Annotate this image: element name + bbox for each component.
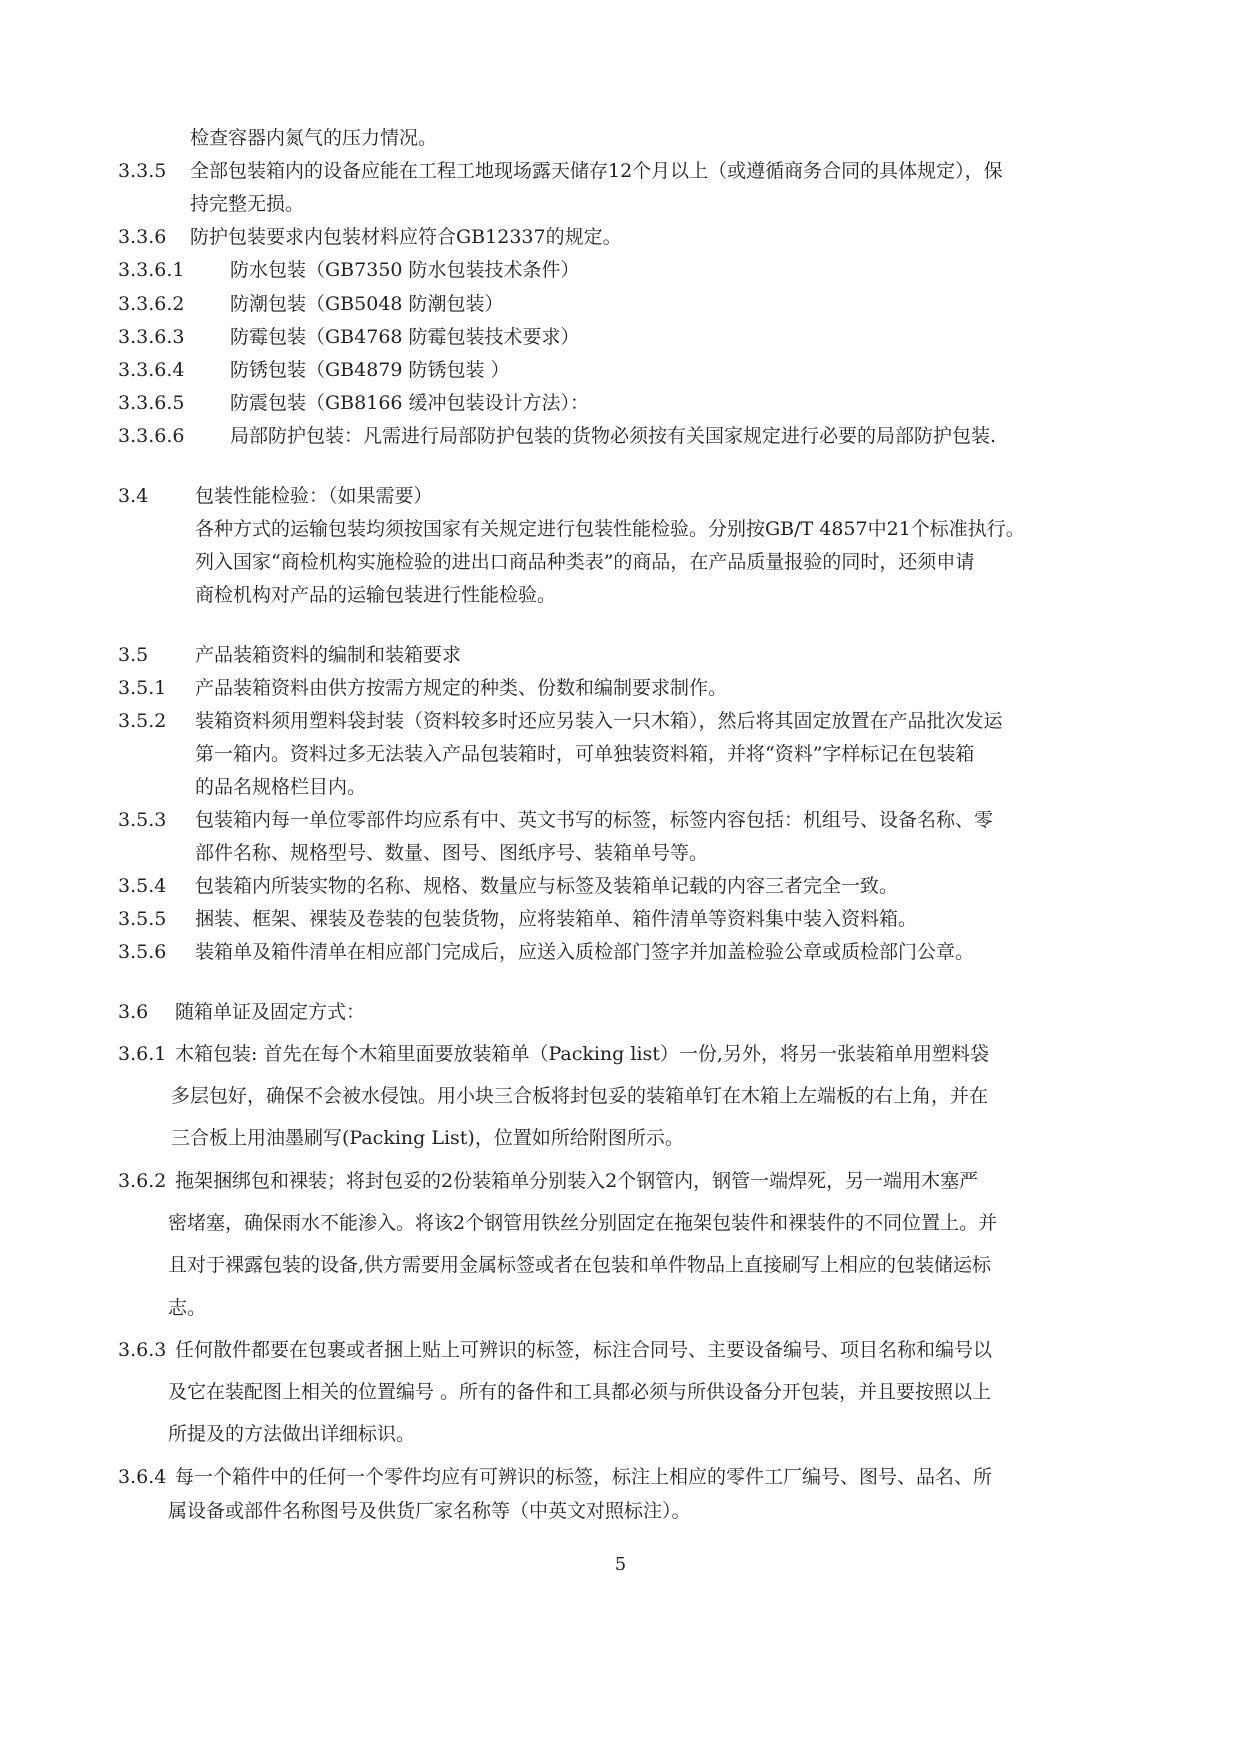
- section-number-3-3-6-3: 3.3.6.3: [118, 326, 185, 348]
- section-number-3-3-5: 3.3.5: [118, 160, 167, 182]
- section-number-3-3-6-4: 3.3.6.4: [118, 359, 185, 381]
- section-number-3-3-6-2: 3.3.6.2: [118, 293, 185, 315]
- paragraph-3-6-2-continuation: 密堵塞，确保雨水不能渗入。将该2个钢管用铁丝分别固定在拖架包装件和裸装件的不同位置上。并: [168, 1212, 998, 1234]
- section-number-3-6-2: 3.6.2: [118, 1170, 167, 1192]
- paragraph-3-6-3-continuation: 所提及的方法做出详细标识。: [168, 1423, 416, 1445]
- paragraph-3-3-5: 全部包装箱内的设备应能在工程工地现场露天储存12个月以上（或遵循商务合同的具体规定），保: [190, 160, 1003, 182]
- paragraph-3-6-3-continuation: 及它在装配图上相关的位置编号 。所有的备件和工具都必须与所供设备分开包装，并且要按照以上: [168, 1381, 992, 1403]
- paragraph-3-5-3: 包装箱内每一单位零部件均应系有中、英文书写的标签，标签内容包括：机组号、设备名称、零: [195, 809, 994, 831]
- section-number-3-3-6-1: 3.3.6.1: [118, 259, 185, 281]
- section-number-3-5-2: 3.5.2: [118, 710, 167, 732]
- section-number-3-6-3: 3.6.3: [118, 1339, 167, 1361]
- paragraph-3-4-line: 各种方式的运输包装均须按国家有关规定进行包装性能检验。分别按GB/T 4857中21个标准执行。: [195, 518, 1025, 540]
- paragraph-3-3-5-continuation: 持完整无损。: [190, 193, 305, 215]
- paragraph-3-5-5: 捆装、框架、裸装及卷装的包装货物，应将装箱单、箱件清单等资料集中装入资料箱。: [195, 908, 918, 930]
- section-title-3-4: 包装性能检验：（如果需要）: [195, 485, 433, 507]
- section-number-3-5-5: 3.5.5: [118, 908, 167, 930]
- paragraph-3-5-3-continuation: 部件名称、规格型号、数量、图号、图纸序号、装箱单号等。: [195, 842, 709, 864]
- section-number-3-6-1: 3.6.1: [118, 1043, 167, 1065]
- paragraph-3-3-6-3: 防霉包装（GB4768 防霉包装技术要求）: [230, 326, 580, 348]
- paragraph-3-6-1-continuation: 多层包好，确保不会被水侵蚀。用小块三合板将封包妥的装箱单钉在木箱上左端板的右上角，并在: [171, 1085, 989, 1107]
- paragraph-3-5-1: 产品装箱资料由供方按需方规定的种类、份数和编制要求制作。: [195, 677, 728, 699]
- paragraph-3-5-6: 装箱单及箱件清单在相应部门完成后，应送入质检部门签字并加盖检验公章或质检部门公章。: [195, 941, 975, 963]
- paragraph-3-4-line: 列入国家“商检机构实施检验的进出口商品种类表”的商品，在产品质量报验的同时，还须申请: [195, 551, 975, 573]
- section-title-3-5: 产品装箱资料的编制和装箱要求: [195, 644, 462, 666]
- paragraph-3-3-6-6: 局部防护包装：凡需进行局部防护包装的货物必须按有关国家规定进行必要的局部防护包装.: [230, 425, 997, 447]
- paragraph-3-3-6-5: 防震包装（GB8166 缓冲包装设计方法）：: [230, 392, 590, 414]
- paragraph-3-3-6-2: 防潮包装（GB5048 防潮包装）: [230, 293, 504, 315]
- section-number-3-5-6: 3.5.6: [118, 941, 167, 963]
- paragraph-3-6-2: 拖架捆绑包和裸装；将封包妥的2份装箱单分别装入2个钢管内，钢管一端焊死，另一端用木塞严: [175, 1170, 979, 1192]
- section-number-3-3-6: 3.3.6: [118, 226, 167, 248]
- paragraph-3-6-1: 木箱包装: 首先在每个木箱里面要放装箱单（Packing list）一份,另外，将另一张装箱单用塑料袋: [175, 1043, 989, 1065]
- paragraph-3-6-1-continuation: 三合板上用油墨刷写(Packing List)，位置如所给附图所示。: [171, 1127, 684, 1149]
- paragraph-3-3-6-1: 防水包装（GB7350 防水包装技术条件）: [230, 259, 580, 281]
- section-number-3-6: 3.6: [118, 1001, 149, 1023]
- paragraph-3-3-6-4: 防锈包装（GB4879 防锈包装 ）: [230, 359, 510, 381]
- paragraph-3-5-2-continuation: 的品名规格栏目内。: [195, 776, 367, 798]
- paragraph-3-6-2-continuation: 且对于裸露包装的设备,供方需要用金属标签或者在包装和单件物品上直接刷写上相应的包装储运标: [168, 1254, 992, 1276]
- section-number-3-3-6-6: 3.3.6.6: [118, 425, 185, 447]
- paragraph-3-3-4-continuation: 检查容器内氮气的压力情况。: [190, 127, 438, 149]
- paragraph-3-5-2: 装箱资料须用塑料袋封装（资料较多时还应另装入一只木箱），然后将其固定放置在产品批次发运: [195, 710, 1003, 732]
- paragraph-3-6-4-continuation: 属设备或部件名称图号及供货厂家名称等（中英文对照标注）。: [168, 1500, 691, 1522]
- section-number-3-6-4: 3.6.4: [118, 1466, 167, 1488]
- section-number-3-4: 3.4: [118, 485, 149, 507]
- paragraph-3-4-line: 商检机构对产品的运输包装进行性能检验。: [195, 584, 557, 606]
- section-title-3-6: 随箱单证及固定方式：: [175, 1001, 366, 1023]
- paragraph-3-3-6: 防护包装要求内包装材料应符合GB12337的规定。: [190, 226, 622, 248]
- section-number-3-5-4: 3.5.4: [118, 875, 167, 897]
- paragraph-3-6-3: 任何散件都要在包裹或者捆上贴上可辨识的标签，标注合同号、主要设备编号、项目名称和编号以: [175, 1339, 993, 1361]
- section-number-3-5-1: 3.5.1: [118, 677, 167, 699]
- section-number-3-5: 3.5: [118, 644, 149, 666]
- paragraph-3-6-4: 每一个箱件中的任何一个零件均应有可辨识的标签，标注上相应的零件工厂编号、图号、品名、所: [175, 1466, 993, 1488]
- section-number-3-5-3: 3.5.3: [118, 809, 167, 831]
- section-number-3-3-6-5: 3.3.6.5: [118, 392, 185, 414]
- paragraph-3-6-2-continuation: 志。: [168, 1297, 207, 1319]
- paragraph-3-5-2-continuation: 第一箱内。资料过多无法装入产品包装箱时，可单独装资料箱，并将“资料”字样标记在包装箱: [195, 743, 975, 765]
- paragraph-3-5-4: 包装箱内所装实物的名称、规格、数量应与标签及装箱单记载的内容三者完全一致。: [195, 875, 899, 897]
- page-number: 5: [614, 1554, 627, 1575]
